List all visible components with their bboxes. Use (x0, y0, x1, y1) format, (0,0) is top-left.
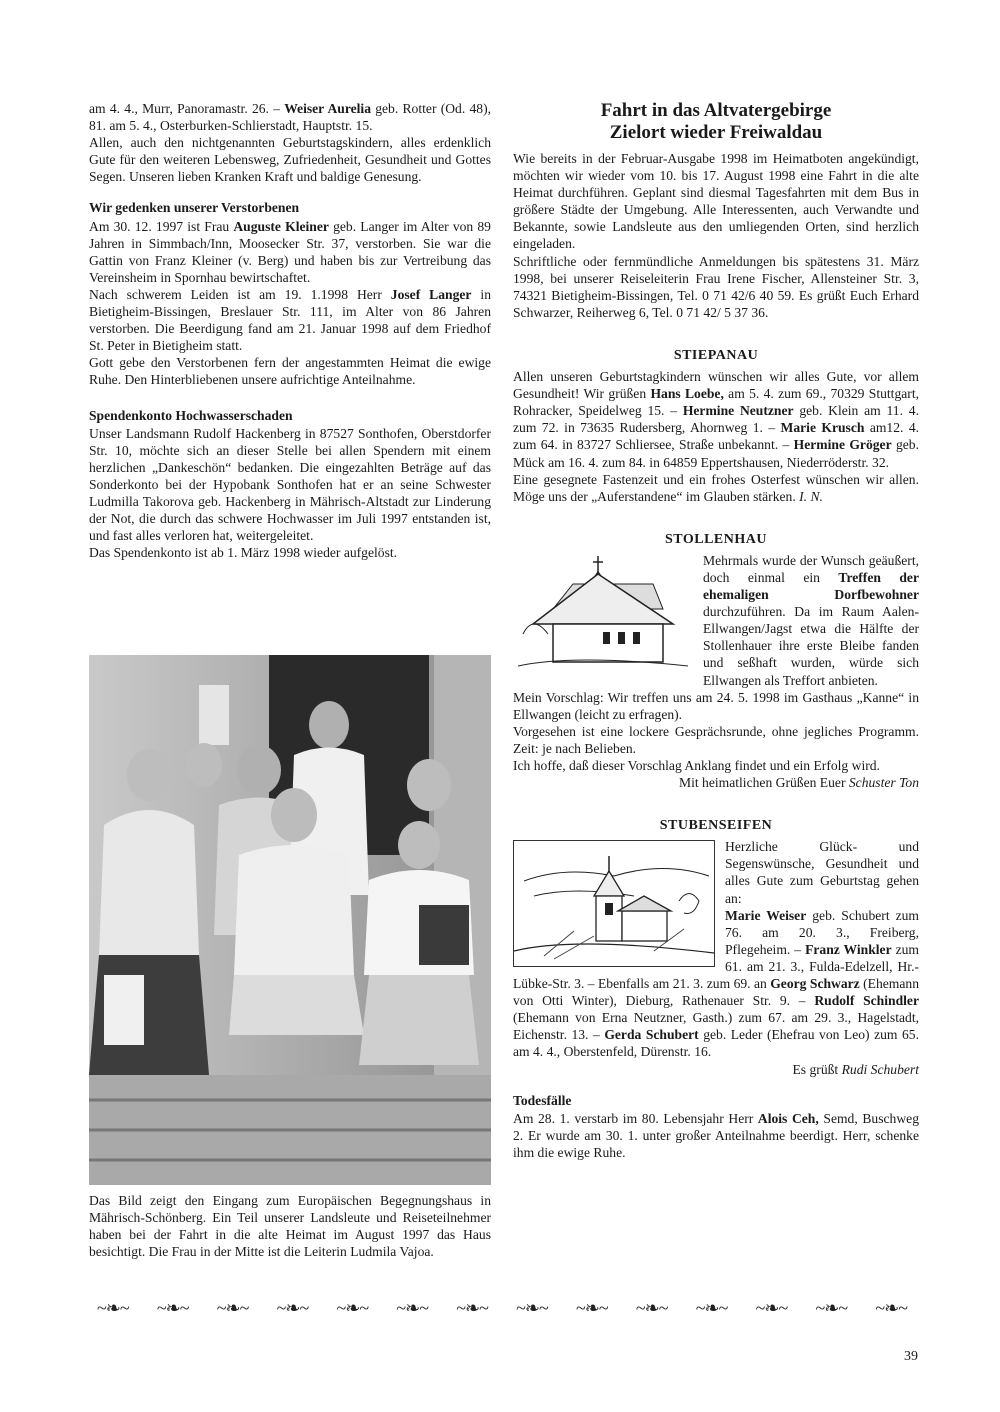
ornament-glyph-icon: ~❧~ (875, 1298, 907, 1318)
stollenhau-text4: Ich hoffe, daß dieser Vorschlag Anklang findet und ein Erfolg wird. (513, 758, 880, 773)
ornament-glyph-icon: ~❧~ (516, 1298, 548, 1318)
ornament-glyph-icon: ~❧~ (156, 1298, 189, 1318)
donation-heading: Spendenkonto Hochwasserschaden (89, 407, 293, 423)
page-number: 39 (904, 1349, 918, 1364)
left-column (89, 100, 491, 561)
death-notice-ceh: Am 28. 1. verstarb im 80. Lebensjahr Herr Alois Ceh, Semd, Buschweg 2. Er wurde am 30. 1. unter großer Anteilnahme beerdigt. Herr, schenke ihm die ewige Ruhe. (513, 1110, 919, 1160)
ornament-glyph-icon: ~❧~ (755, 1298, 788, 1318)
ornament-glyph-icon: ~❧~ (635, 1298, 668, 1318)
stollenhau-signature: Mit heimatlichen Grüßen Euer Schuster Ton (679, 775, 919, 791)
group-photo-image (89, 655, 491, 1185)
stubenseifen-intro: Herzliche Glück- und Segenswünsche, Gesundheit und alles Gute zum Geburtstag gehen an: (725, 839, 919, 906)
stollenhau-text2: Mein Vorschlag: Wir treffen uns am 24. 5. 1998 im Gasthaus „Kanne“ in Ellwangen (leicht zu erfragen). (513, 689, 919, 722)
photo-caption: Das Bild zeigt den Eingang zum Europäischen Begegnungshaus in Mährisch-Schönberg. Ein Teil unserer Landsleute und Reiseteilnehmer haben bei der Fahrt in die alte Heimat im August 1997 das Haus besichtigt. Die Frau in der Mitte ist die Leiterin Ludmila Vajoa. (89, 1193, 491, 1260)
ornament-glyph-icon: ~❧~ (97, 1298, 129, 1318)
stubenseifen-section (513, 838, 919, 1077)
stollenhau-section (513, 552, 919, 791)
trip-text: Wie bereits in der Februar-Ausgabe 1998 im Heimatboten angekündigt, möchten wir wieder vom 10. bis 17. August 1998 eine Fahrt in die alte Heimat durchführen. Geplant sind diesmal Tagesfahrten mit dem Bus in größere Städte der Umgebung. Alle Interessenten, auch Verwandte und Bekannte, sowie Landsleute aus den umliegenden Orten, sind herzlich eingeladen. (513, 151, 919, 252)
obituary-langer: Nach schwerem Leiden ist am 19. 1.1998 Herr Josef Langer in Bietigheim-Bissingen, Breslauer Str. 111, im Alter von 86 Jahren verstorben. Die Beerdigung fand am 21. Januar 1998 auf dem Friedhof St. Peter in Bietigheim statt. (89, 286, 491, 354)
birthday-list-continued: am 4. 4., Murr, Panoramastr. 26. – Weiser Aurelia geb. Rotter (Od. 48), 81. am 5. 4., Osterburken-Schlierstadt, Hauptstr. 15. (89, 101, 491, 134)
chapel-drawing-icon (513, 840, 715, 967)
stiepanau-signature: I. N. (799, 488, 823, 504)
trip-title-line2: Zielort wieder Freiwaldau (609, 122, 823, 143)
trip-registration: Schriftliche oder fernmündliche Anmeldungen bis spätestens 31. März 1998, bei unserer Reiseleiterin Frau Irene Fischer, Allensteiner Str. 3, 74321 Bietigheim-Bissingen, Tel. 0 71 42/6 40 59. Es grüßt Euch Erhard Schwarzer, Reiherweg 6, Tel. 0 71 42/ 5 37 36. (513, 253, 919, 320)
stollenhau-text1: Mehrmals wurde der Wunsch geäußert, doch einmal ein Treffen der ehemaligen Dorfbewohner durchzuführen. Da im Raum Aalen-Ellwangen/Jagst etwa die Hälfte der Stollenhauer ihre erste Bleibe fanden und seßhaft wurden, würde sich Ellwangen als Treffort anbieten. (703, 552, 919, 688)
stollenhau-text3: Vorgesehen ist eine lockere Gesprächsrunde, ohne jegliches Programm. Zeit: je nach Belieben. (513, 723, 919, 756)
condolence-text: Gott gebe den Verstorbenen fern der angestammten Heimat die ewige Ruhe. Den Hinterbliebenen unsere aufrichtige Anteilnahme. (89, 355, 491, 388)
ornament-glyph-icon: ~❧~ (216, 1298, 249, 1318)
donation-text: Unser Landsmann Rudolf Hackenberg in 87527 Sonthofen, Oberstdorfer Str. 10, möchte sich an dieser Stelle bei allen Spendern mit einem herzlichen „Dankeschön“ bedanken. Die eingezahlten Beträge auf das Sonderkonto bei der Hypobank Sonthofen hat er an seine Schwester Ludmilla Takorova geb. Hackenberg in Mährisch-Altstadt zur Linderung der Not, die durch das schwere Hochwasser im Juli 1997 entstanden ist, und fast alles verloren hat, weitergeleitet. (89, 425, 491, 544)
right-column (513, 100, 919, 1161)
ornament-glyph-icon: ~❧~ (815, 1298, 848, 1318)
deceased-heading: Wir gedenken unserer Verstorbenen (89, 200, 300, 216)
birthday-wishes: Allen, auch den nichtgenannten Geburtstagskindern, alles erdenklich Gute für den weiteren Lebensweg, Zufriedenheit, Gesundheit und Gottes Segen. Unseren lieben Kranken Kraft und baldige Genesung. (89, 135, 491, 185)
ornament-glyph-icon: ~❧~ (336, 1298, 369, 1318)
stubenseifen-birthdays: Marie Weiser geb. Schubert zum 76. am 20. 3., Freiberg, Pflegeheim. – Franz Winkler zum 61. am 21. 3., Fulda-Edelzell, Hr.-Lübke-Str. 3. – Ebenfalls am 21. 3. zum 69. an Georg Schwarz (Ehemann von Otti Winter), Dieburg, Rathenauer Str. 9. – Rudolf Schindler (Ehemann von Erna Neutzner, Gasth.) zum 67. am 29. 3., Hagelstadt, Eichenstr. 13. – Gerda Schubert geb. Leder (Ehefrau von Leo) zum 65. am 4. 4., Oberstenfeld, Dürenstr. 16. (513, 907, 920, 1060)
donation-closed-text: Das Spendenkonto ist ab 1. März 1998 wieder aufgelöst. (89, 545, 398, 561)
death-notices-heading: Todesfälle (513, 1092, 572, 1108)
ornament-glyph-icon: ~❧~ (576, 1298, 608, 1318)
group-photo (89, 655, 491, 1185)
stiepanau-heading: STIEPANAU (673, 347, 759, 363)
ornament-glyph-icon: ~❧~ (396, 1298, 428, 1318)
stollenhau-heading: STOLLENHAU (665, 531, 767, 547)
obituary-kleiner: Am 30. 12. 1997 ist Frau Auguste Kleiner geb. Langer im Alter von 89 Jahren in Simmbach/Inn, Moosecker Str. 37, verstorben. Sie war die Gattin von Franz Kleiner (v. Berg) und haben bis zur Vertreibung das Vereinsheim in Spornhau bewirtschaftet. (89, 218, 491, 285)
stubenseifen-heading: STUBENSEIFEN (659, 818, 773, 834)
church-drawing-icon (513, 554, 693, 674)
stubenseifen-signature: Es grüßt Rudi Schubert (792, 1061, 919, 1077)
stiepanau-greeting: Eine gesegnete Fastenzeit und ein frohes Osterfest wünschen wir allen. Möge uns der „Auferstandene“ im Glauben stärken. I. N. (513, 471, 919, 504)
ornament-border (97, 1298, 907, 1319)
ornament-glyph-icon: ~❧~ (695, 1298, 728, 1318)
ornament-glyph-icon: ~❧~ (276, 1298, 309, 1318)
trip-title (513, 100, 919, 144)
trip-title-line1: Fahrt in das Altvatergebirge (600, 100, 832, 121)
stiepanau-birthdays: Allen unseren Geburtstagkindern wünschen wir alles Gute, vor allem Gesundheit! Wir grüßen Hans Loebe, am 5. 4. zum 69., 70329 Stuttgart, Rohracker, Speidelweg 15. – Hermine Neutzner geb. Klein am 11. 4. zum 72. in 73635 Rudersberg, Ahornweg 1. – Marie Krusch am12. 4. zum 64. in 83727 Schliersee, Straße unbekannt. – Hermine Gröger geb. Mück am 16. 4. zum 84. in 64859 Eppertshausen, Niederröderstr. 32. (513, 369, 920, 470)
ornament-glyph-icon: ~❧~ (456, 1298, 488, 1318)
